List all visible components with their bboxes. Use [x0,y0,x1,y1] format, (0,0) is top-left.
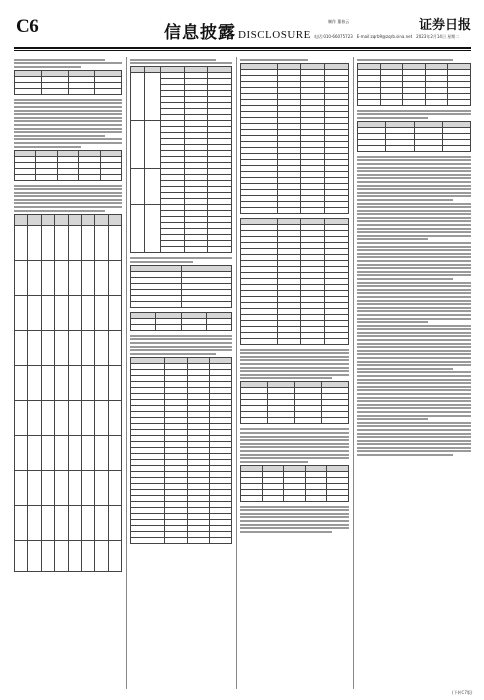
editor-credit: 制作 董春云 [328,19,350,24]
text-line [357,174,471,176]
text-line [357,418,428,420]
text-line [357,278,453,280]
text-line [357,361,471,363]
text-line [357,117,428,119]
text-line [130,346,232,348]
text-line [357,217,471,219]
text-line [357,443,471,445]
data-table [240,465,349,502]
text-line [14,62,122,64]
text-line [14,131,122,133]
text-line [357,292,471,294]
text-line [240,356,349,358]
text-line [130,335,232,337]
masthead [14,14,471,48]
text-line [357,167,471,169]
text-line [357,300,471,302]
data-table [357,121,471,152]
text-line [240,377,332,379]
text-line [240,454,349,456]
text-line [357,386,471,388]
text-line [357,199,453,201]
text-line [130,59,216,61]
text-line [14,210,105,212]
data-table [14,70,122,95]
text-line [357,393,471,395]
text-line [357,325,471,327]
text-line [240,59,308,61]
data-table [357,63,471,106]
column-1 [14,57,122,689]
continued-note: (下转C7版) [452,690,473,695]
text-line [357,213,471,215]
financial-table [130,357,232,544]
text-line [357,382,471,384]
text-line [357,303,471,305]
text-line [357,289,471,291]
text-line [240,524,349,526]
text-line [240,520,349,522]
text-line [357,310,471,312]
text-line [14,188,122,190]
text-line [14,142,122,144]
text-line [357,228,471,230]
text-line [357,238,428,240]
text-line [240,359,349,361]
text-line [240,349,349,351]
text-line [240,461,308,463]
text-line [357,188,471,190]
column-divider [236,57,237,689]
text-line [14,106,122,108]
text-line [14,66,81,68]
text-line [357,407,471,409]
text-line [357,271,471,273]
text-line [240,443,349,445]
text-line [240,439,349,441]
text-line [14,146,81,148]
text-line [357,425,471,427]
project-table [14,214,122,572]
text-line [14,117,122,119]
text-line [14,128,122,130]
text-line [357,314,471,316]
text-line [357,335,471,337]
text-line [130,257,232,259]
text-line [357,170,471,172]
text-line [357,296,471,298]
text-line [240,363,349,365]
text-line [130,62,232,64]
text-line [14,202,122,204]
text-line [357,350,471,352]
text-line [357,357,471,359]
text-line [14,124,122,126]
text-line [14,99,122,101]
balance-table [240,63,349,214]
text-line [357,400,471,402]
text-line [240,513,349,515]
text-line [357,375,471,377]
text-line [14,192,122,194]
text-line [357,379,471,381]
text-line [357,346,471,348]
text-line [357,364,471,366]
text-line [357,220,471,222]
data-table [14,150,122,181]
text-line [357,282,471,284]
text-line [357,415,471,417]
text-line [14,135,105,137]
text-line [14,102,122,104]
data-table [130,265,232,308]
text-line [357,110,471,112]
data-table [130,66,232,253]
text-line [357,343,471,345]
text-line [357,206,471,208]
section-title-en: DISCLOSURE [238,29,311,41]
text-line [357,318,471,320]
text-line [357,192,471,194]
text-line [240,516,349,518]
page-number: C6 [16,16,39,37]
text-line [357,368,453,370]
text-line [357,203,471,205]
text-line [357,59,453,61]
data-table [130,312,232,331]
text-line [357,433,471,435]
text-line [357,447,471,449]
text-line [357,328,471,330]
text-line [357,177,471,179]
text-line [240,527,349,529]
text-line [14,113,122,115]
text-line [240,428,349,430]
text-line [357,422,471,424]
text-line [130,261,193,263]
text-line [14,120,122,122]
text-line [357,429,471,431]
text-line [240,509,349,511]
data-table [240,381,349,424]
text-line [357,156,471,158]
text-line [357,339,471,341]
text-line [240,352,349,354]
text-line [357,404,471,406]
text-line [357,231,471,233]
text-line [357,224,471,226]
section-title-cn: 信息披露 [164,23,236,43]
text-line [357,389,471,391]
text-line [357,321,428,323]
text-line [357,256,471,258]
text-line [14,195,122,197]
text-line [357,249,471,251]
text-line [240,374,349,376]
column-4 [357,57,471,689]
text-line [357,195,471,197]
section-title [164,18,311,43]
header-rule-thin [14,50,471,51]
text-line [240,436,349,438]
text-line [357,210,471,212]
text-line [14,138,122,140]
text-line [357,397,471,399]
text-line [240,432,349,434]
column-divider [353,57,354,689]
text-line [240,367,349,369]
text-line [240,531,332,533]
text-line [357,440,471,442]
text-line [357,274,471,276]
text-line [240,450,349,452]
text-line [357,371,471,373]
text-line [14,110,122,112]
text-line [14,59,105,61]
text-line [357,285,471,287]
text-line [130,338,232,340]
text-line [357,185,471,187]
text-line [357,307,471,309]
text-line [357,267,471,269]
text-line [130,342,232,344]
text-line [357,411,471,413]
text-line [357,181,471,183]
income-table [240,218,349,345]
text-line [240,446,349,448]
text-line [357,163,471,165]
text-line [240,370,349,372]
header-rule-thick [14,47,471,49]
text-line [357,159,471,161]
text-line [357,454,453,456]
text-line [357,113,471,115]
text-line [357,242,471,244]
text-line [357,353,471,355]
newspaper-logo: 证券日报 [419,18,472,33]
text-line [130,349,232,351]
text-line [357,246,471,248]
text-line [130,353,216,355]
column-3 [240,57,349,689]
text-line [240,457,349,459]
text-line [357,260,471,262]
column-divider [126,57,127,689]
text-line [14,199,122,201]
text-line [240,506,349,508]
text-line [357,332,471,334]
text-line [357,264,471,266]
text-line [357,436,471,438]
text-line [357,450,471,452]
text-line [357,235,471,237]
column-2 [130,57,232,689]
text-line [14,206,122,208]
contact-line: 电话:010-66075723 E-mail:zqrb9@zqrb.sina.net 2023年2月14日 星期二 [314,34,460,39]
text-line [357,253,471,255]
text-line [14,185,122,187]
